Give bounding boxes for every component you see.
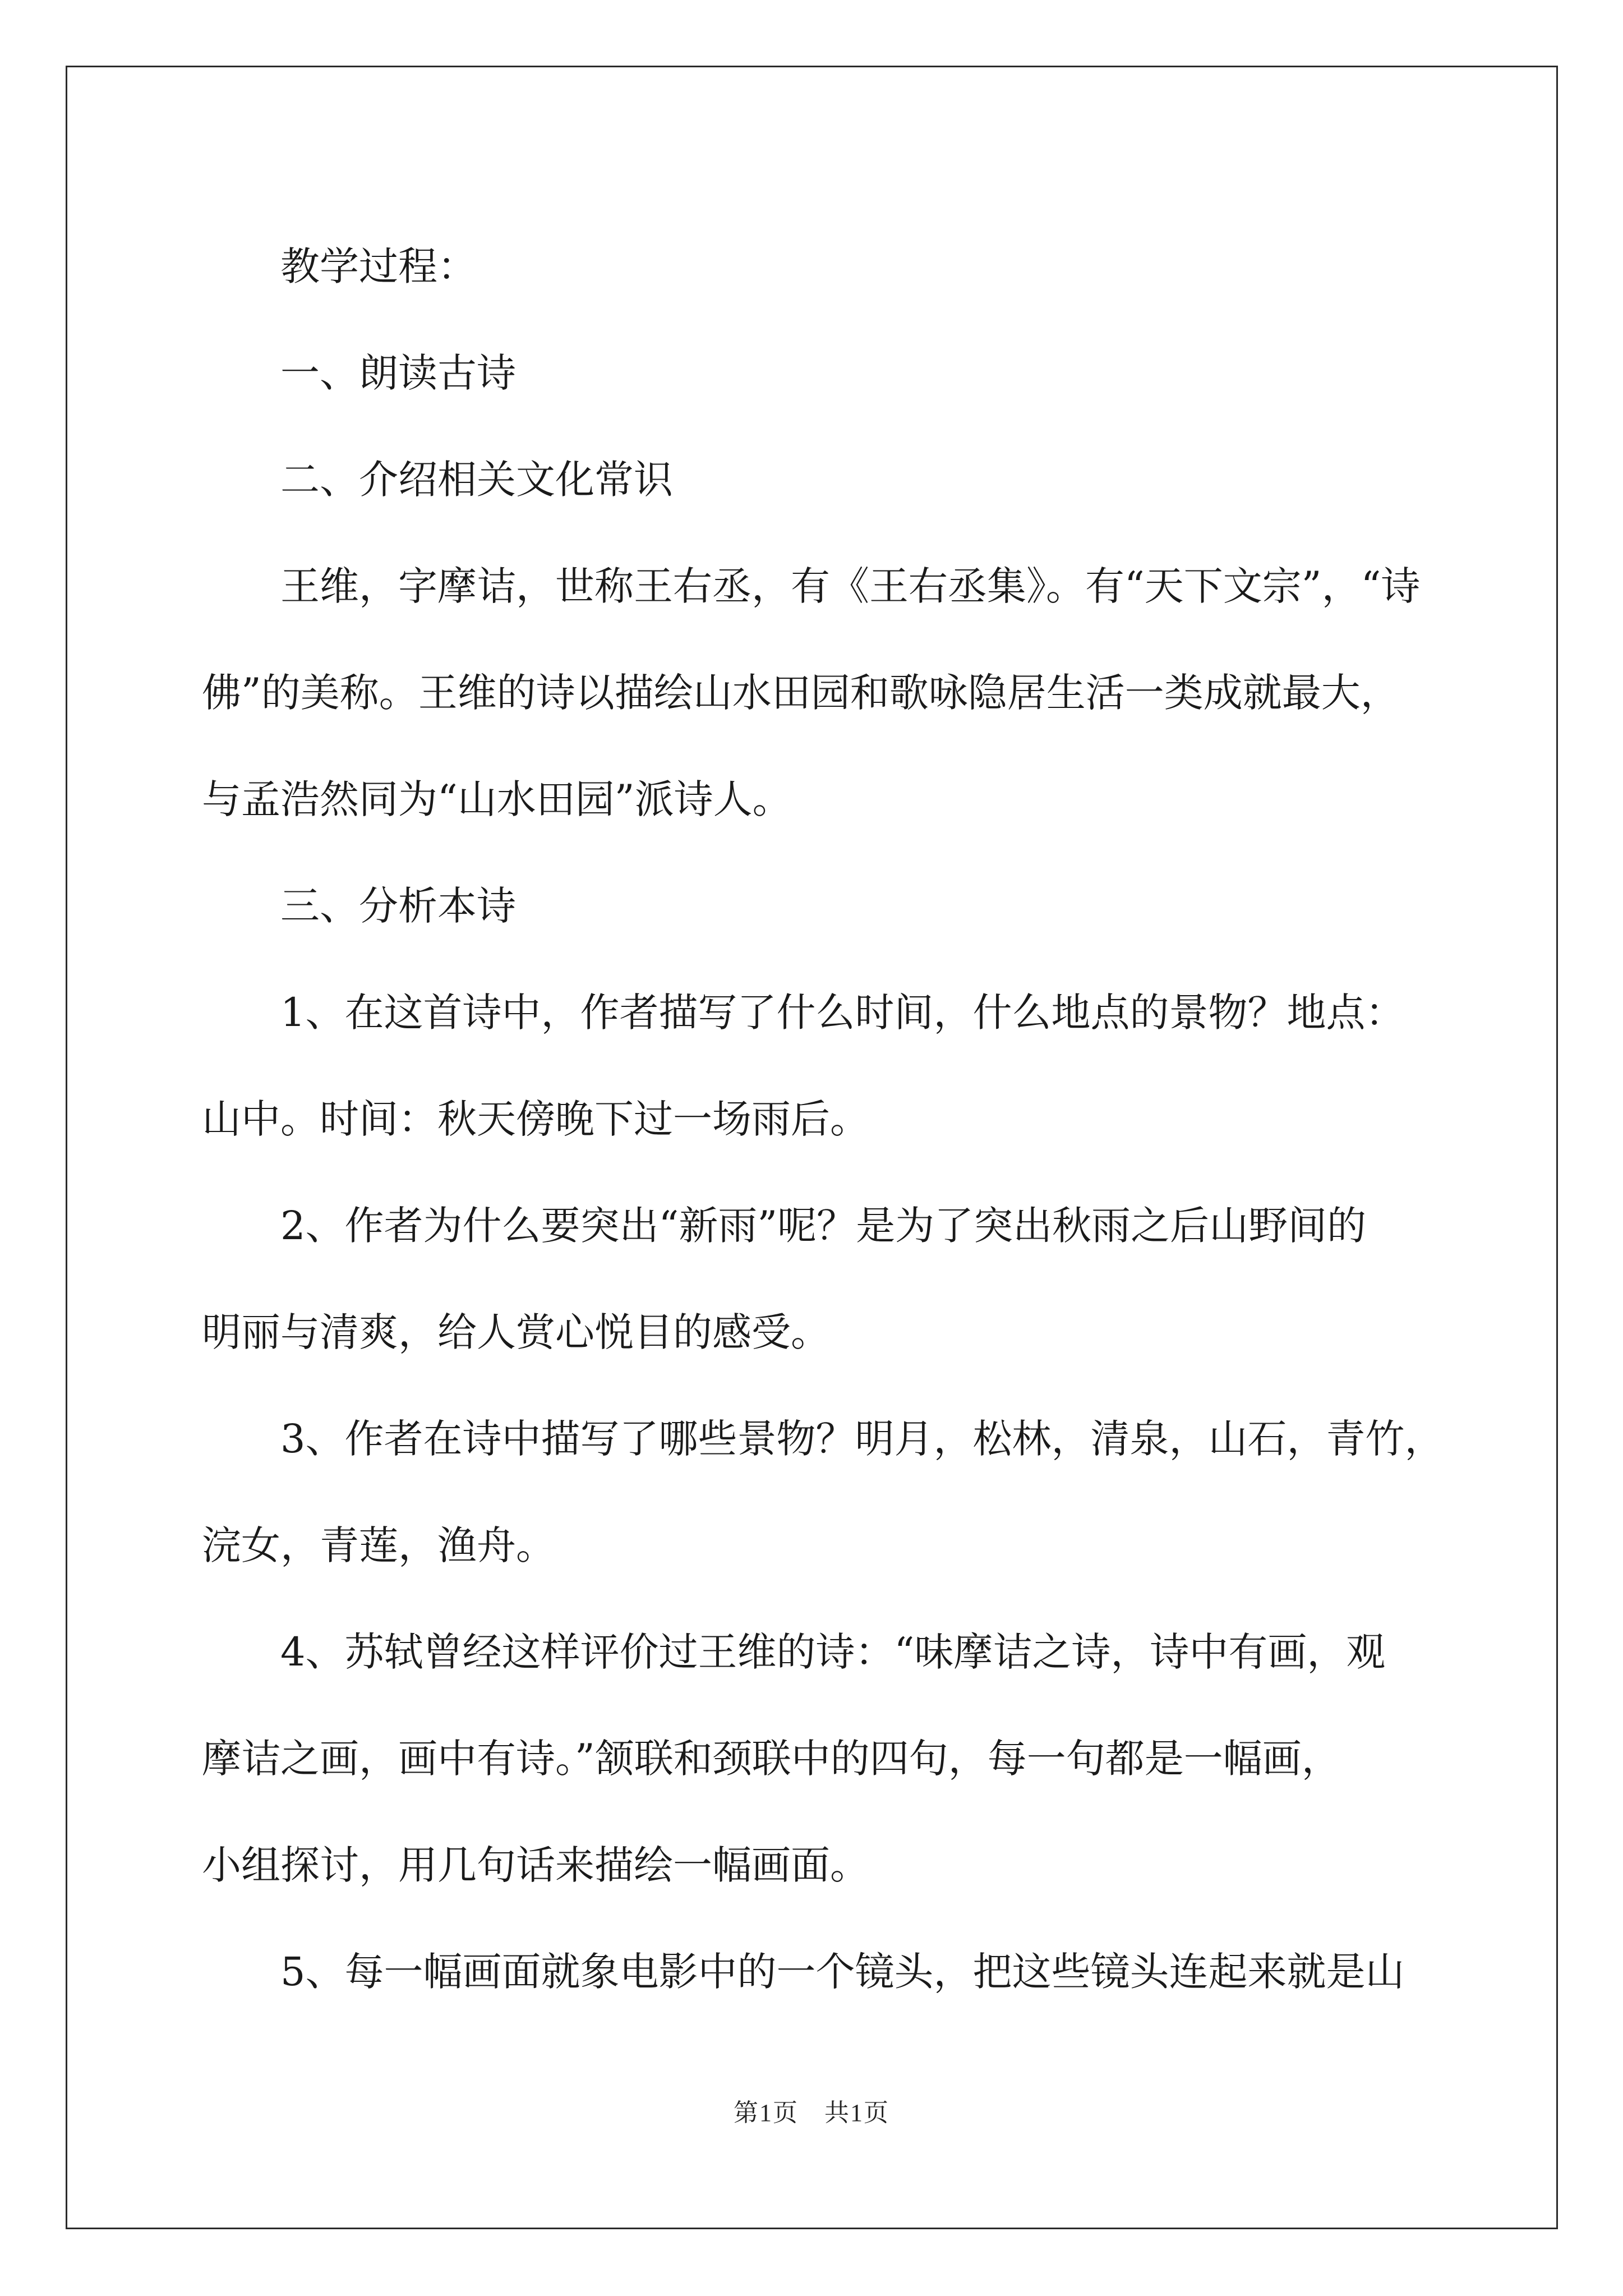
text-line: 三、分析本诗 (280, 883, 516, 929)
text-line: 教学过程： (280, 243, 477, 289)
text-line: 山中。时间：秋天傍晚下过一场雨后。 (202, 1096, 869, 1142)
text-line: 明丽与清爽，给人赏心悦目的感受。 (202, 1309, 830, 1355)
text-line: 4、苏轼曾经这样评价过王维的诗：“味摩诘之诗，诗中有画，观 (280, 1629, 1386, 1675)
text-line: 二、介绍相关文化常识 (280, 457, 673, 503)
text-line: 浣女，青莲，渔舟。 (202, 1522, 555, 1568)
text-line: 2、作者为什么要突出“新雨”呢？是为了突出秋雨之后山野间的 (280, 1203, 1367, 1249)
text-line: 一、朗读古诗 (280, 350, 516, 396)
text-line: 小组探讨，用几句话来描绘一幅画面。 (202, 1842, 869, 1888)
text-line: 佛”的美称。王维的诗以描绘山水田园和歌咏隐居生活一类成就最大， (202, 670, 1400, 716)
text-line: 1、在这首诗中，作者描写了什么时间，什么地点的景物？地点： (280, 990, 1405, 1036)
text-line: 摩诘之画，画中有诗。”颔联和颈联中的四句，每一句都是一幅画， (202, 1736, 1341, 1782)
text-line: 3、作者在诗中描写了哪些景物？明月，松林，清泉，山石，青竹， (280, 1416, 1444, 1462)
document-body (202, 213, 1444, 2025)
text-line: 王维，字摩诘，世称王右丞，有《王右丞集》。有“天下文宗”，“诗 (280, 563, 1421, 609)
text-line: 与孟浩然同为“山水田园”派诗人。 (202, 776, 792, 822)
text-line: 5、每一幅画面就象电影中的一个镜头，把这些镜头连起来就是山 (280, 1949, 1405, 1995)
page-number-footer: 第1页 共1页 (734, 2099, 889, 2127)
